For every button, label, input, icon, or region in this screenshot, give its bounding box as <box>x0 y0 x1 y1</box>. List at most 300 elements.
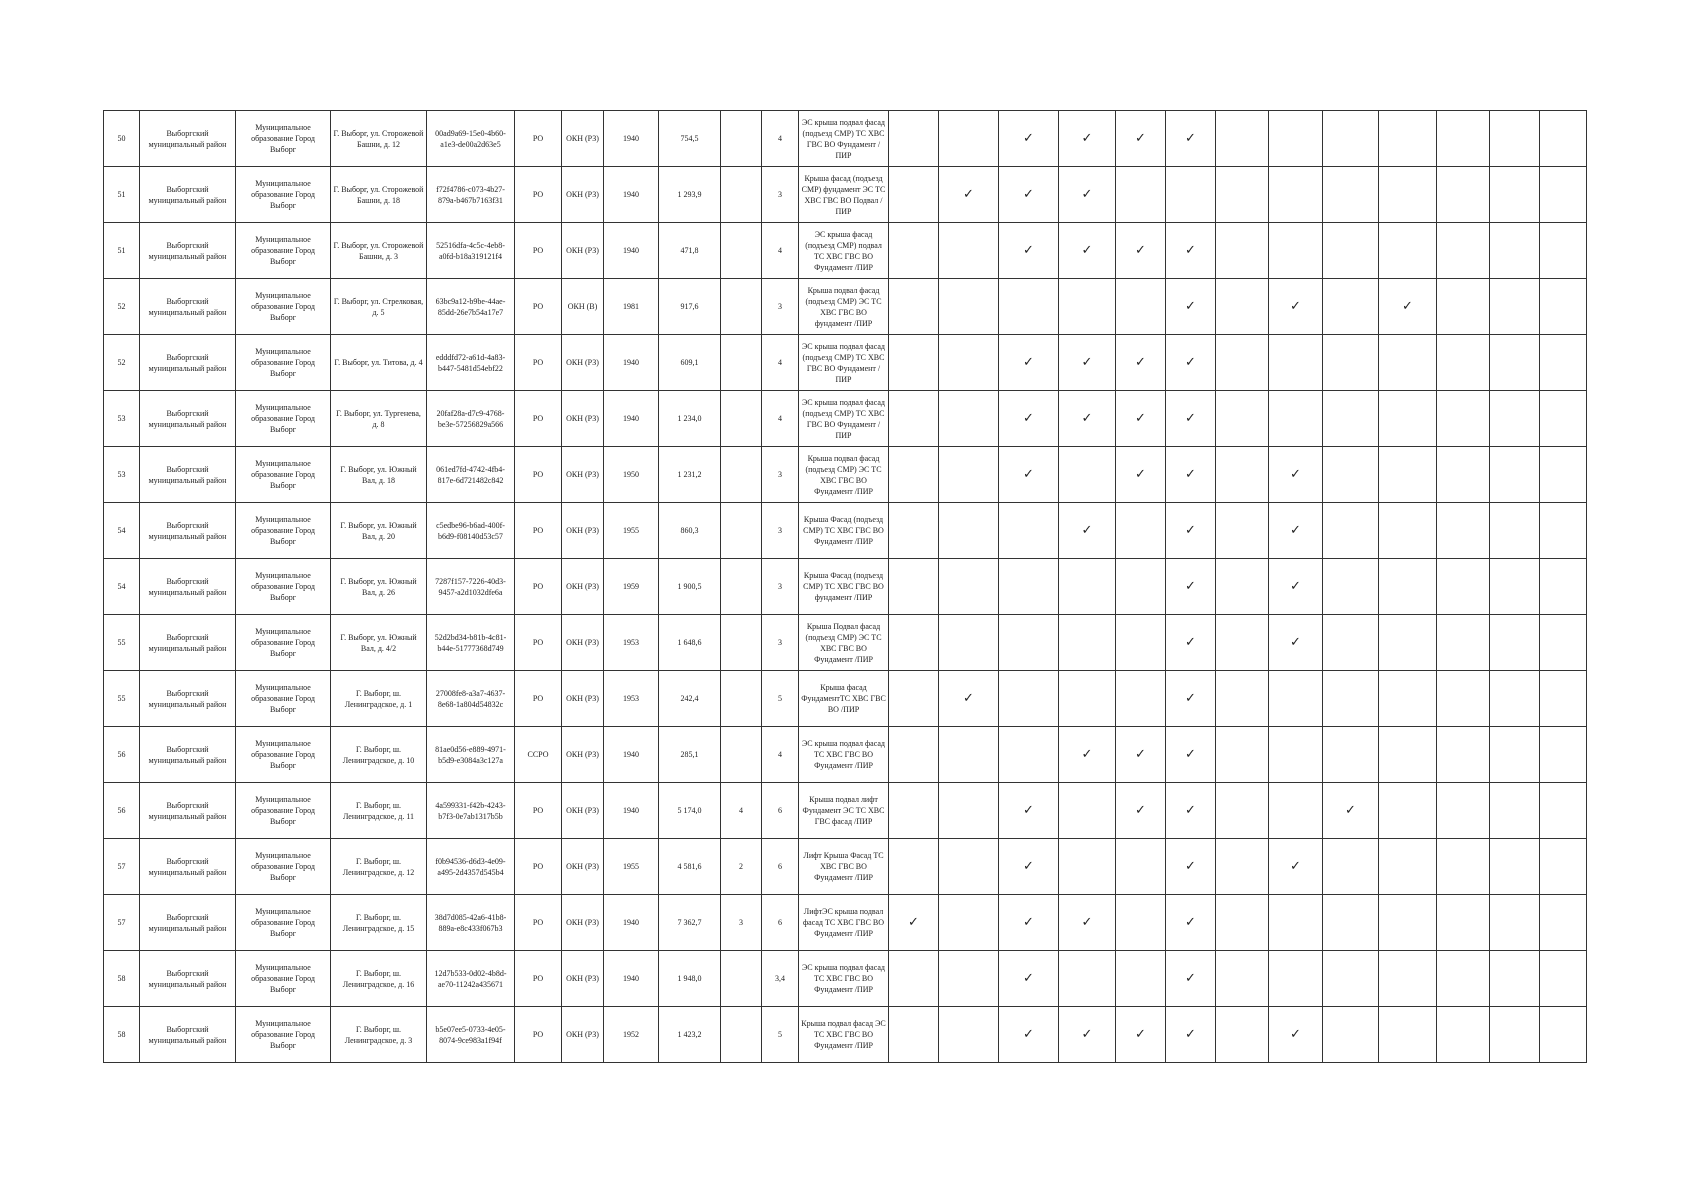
work-check-cell <box>1323 839 1379 895</box>
work-check-cell <box>1059 671 1116 727</box>
district-cell: Выборгский муниципальный район <box>140 895 236 951</box>
check-mark-icon: ✓ <box>1023 243 1034 258</box>
guid-cell: 81ae0d56-e889-4971-b5d9-e3084a3c127a <box>427 727 515 783</box>
work-check-cell <box>1437 895 1490 951</box>
address-cell: Г. Выборг, ул. Тургенева, д. 8 <box>331 391 427 447</box>
work-check-cell <box>889 1007 939 1063</box>
category-cell: 3 <box>762 279 799 335</box>
work-check-cell <box>1437 167 1490 223</box>
row-number: 53 <box>104 391 140 447</box>
work-check-cell <box>1437 839 1490 895</box>
table-row <box>104 727 1587 783</box>
work-check-cell <box>1216 391 1269 447</box>
municipality-cell: Муниципальное образование Город Выборг <box>236 839 331 895</box>
table-row <box>104 895 1587 951</box>
work-check-cell <box>1269 839 1323 895</box>
check-mark-icon: ✓ <box>1081 187 1093 202</box>
owner-type-cell: РО <box>515 895 562 951</box>
work-check-cell <box>1540 223 1587 279</box>
check-mark-icon: ✓ <box>1023 915 1034 930</box>
check-mark-icon: ✓ <box>1081 411 1093 426</box>
work-check-cell <box>1379 111 1437 167</box>
area-cell: 5 174,0 <box>659 783 721 839</box>
work-check-cell <box>1216 1007 1269 1063</box>
check-mark-icon: ✓ <box>1185 243 1196 258</box>
table-row <box>104 167 1587 223</box>
work-check-cell <box>939 1007 999 1063</box>
owner-type-cell: РО <box>515 503 562 559</box>
work-check-cell <box>889 783 939 839</box>
work-check-cell <box>1323 615 1379 671</box>
check-mark-icon: ✓ <box>1290 859 1301 874</box>
work-check-cell <box>1379 559 1437 615</box>
works-cell: Крыша подвал фасад (подъезд СМР) ЭС ТС ХВС ГВС ВО Фундамент /ПИР <box>799 447 889 503</box>
work-check-cell <box>1216 111 1269 167</box>
work-check-cell <box>1540 671 1587 727</box>
category-cell: 4 <box>762 391 799 447</box>
area-cell: 609,1 <box>659 335 721 391</box>
work-check-cell <box>1216 447 1269 503</box>
municipality-cell: Муниципальное образование Город Выборг <box>236 447 331 503</box>
work-check-cell <box>1216 951 1269 1007</box>
work-check-cell <box>1323 895 1379 951</box>
row-number: 57 <box>104 839 140 895</box>
row-number: 57 <box>104 895 140 951</box>
check-mark-icon: ✓ <box>1290 635 1301 650</box>
work-check-cell <box>939 111 999 167</box>
table-row <box>104 1007 1587 1063</box>
owner-type-cell: РО <box>515 615 562 671</box>
check-mark-icon: ✓ <box>1023 467 1034 482</box>
check-mark-icon: ✓ <box>1135 355 1146 370</box>
work-check-cell <box>1116 447 1166 503</box>
table-row <box>104 447 1587 503</box>
district-cell: Выборгский муниципальный район <box>140 167 236 223</box>
work-check-cell <box>1437 615 1490 671</box>
district-cell: Выборгский муниципальный район <box>140 783 236 839</box>
category-cell: 5 <box>762 671 799 727</box>
area-cell: 1 234,0 <box>659 391 721 447</box>
work-check-cell <box>1059 951 1116 1007</box>
work-check-cell <box>1216 671 1269 727</box>
table-row <box>104 951 1587 1007</box>
work-check-cell <box>1059 111 1116 167</box>
work-check-cell <box>889 447 939 503</box>
work-check-cell <box>1216 895 1269 951</box>
work-check-cell <box>1116 671 1166 727</box>
work-check-cell <box>1490 223 1540 279</box>
category-cell: 3 <box>762 503 799 559</box>
work-check-cell <box>1269 335 1323 391</box>
work-check-cell <box>1323 223 1379 279</box>
address-cell: Г. Выборг, ул. Стрелковая, д. 5 <box>331 279 427 335</box>
work-check-cell <box>1379 279 1437 335</box>
year-cell: 1955 <box>604 839 659 895</box>
work-check-cell <box>1490 1007 1540 1063</box>
district-cell: Выборгский муниципальный район <box>140 559 236 615</box>
table-row <box>104 839 1587 895</box>
status-cell: ОКН (РЗ) <box>562 895 604 951</box>
area-cell: 1 293,9 <box>659 167 721 223</box>
guid-cell: c5edbe96-b6ad-400f-b6d9-f08140d53c57 <box>427 503 515 559</box>
check-mark-icon: ✓ <box>1290 299 1301 314</box>
work-check-cell <box>1269 223 1323 279</box>
address-cell: Г. Выборг, ш. Ленинградское, д. 1 <box>331 671 427 727</box>
work-check-cell <box>1116 783 1166 839</box>
work-check-cell <box>999 447 1059 503</box>
year-cell: 1953 <box>604 615 659 671</box>
area-cell: 917,6 <box>659 279 721 335</box>
work-check-cell <box>889 503 939 559</box>
owner-type-cell: РО <box>515 167 562 223</box>
table-row <box>104 559 1587 615</box>
work-check-cell <box>1059 783 1116 839</box>
table-row <box>104 335 1587 391</box>
count-cell <box>721 671 762 727</box>
work-check-cell <box>1437 559 1490 615</box>
work-check-cell <box>1323 951 1379 1007</box>
work-check-cell <box>1437 111 1490 167</box>
count-cell <box>721 335 762 391</box>
check-mark-icon: ✓ <box>1135 747 1146 762</box>
work-check-cell <box>1166 559 1216 615</box>
works-cell: ЭС крыша подвал фасад (подъезд СМР) ТС ХВС ГВС ВО Фундамент /ПИР <box>799 335 889 391</box>
work-check-cell <box>1166 727 1216 783</box>
work-check-cell <box>999 727 1059 783</box>
work-check-cell <box>1379 839 1437 895</box>
work-check-cell <box>1116 559 1166 615</box>
check-mark-icon: ✓ <box>1290 523 1301 538</box>
district-cell: Выборгский муниципальный район <box>140 671 236 727</box>
owner-type-cell: РО <box>515 839 562 895</box>
works-cell: ЭС крыша подвал фасад ТС ХВС ГВС ВО Фундамент /ПИР <box>799 727 889 783</box>
category-cell: 5 <box>762 1007 799 1063</box>
category-cell: 4 <box>762 111 799 167</box>
count-cell <box>721 223 762 279</box>
work-check-cell <box>1540 839 1587 895</box>
work-check-cell <box>1116 167 1166 223</box>
work-check-cell <box>1490 615 1540 671</box>
work-check-cell <box>999 335 1059 391</box>
category-cell: 4 <box>762 335 799 391</box>
check-mark-icon: ✓ <box>1185 747 1196 762</box>
year-cell: 1959 <box>604 559 659 615</box>
work-check-cell <box>889 111 939 167</box>
work-check-cell <box>999 503 1059 559</box>
municipality-cell: Муниципальное образование Город Выборг <box>236 111 331 167</box>
work-check-cell <box>1490 335 1540 391</box>
work-check-cell <box>1116 391 1166 447</box>
district-cell: Выборгский муниципальный район <box>140 335 236 391</box>
address-cell: Г. Выборг, ш. Ленинградское, д. 15 <box>331 895 427 951</box>
district-cell: Выборгский муниципальный район <box>140 839 236 895</box>
work-check-cell <box>1166 895 1216 951</box>
work-check-cell <box>1437 783 1490 839</box>
work-check-cell <box>1379 615 1437 671</box>
work-check-cell <box>1540 1007 1587 1063</box>
area-cell: 1 648,6 <box>659 615 721 671</box>
table-row <box>104 223 1587 279</box>
work-check-cell <box>939 223 999 279</box>
work-check-cell <box>1379 167 1437 223</box>
status-cell: ОКН (РЗ) <box>562 615 604 671</box>
work-check-cell <box>939 671 999 727</box>
table-row <box>104 279 1587 335</box>
table-row <box>104 503 1587 559</box>
work-check-cell <box>1269 503 1323 559</box>
works-cell: ЭС крыша подвал фасад ТС ХВС ГВС ВО Фундамент /ПИР <box>799 951 889 1007</box>
municipality-cell: Муниципальное образование Город Выборг <box>236 615 331 671</box>
work-check-cell <box>939 559 999 615</box>
work-check-cell <box>1490 951 1540 1007</box>
status-cell: ОКН (РЗ) <box>562 111 604 167</box>
guid-cell: f72f4786-c073-4b27-879a-b467b7163f31 <box>427 167 515 223</box>
row-number: 54 <box>104 503 140 559</box>
work-check-cell <box>1166 223 1216 279</box>
address-cell: Г. Выборг, ул. Титова, д. 4 <box>331 335 427 391</box>
work-check-cell <box>1540 559 1587 615</box>
work-check-cell <box>939 727 999 783</box>
count-cell <box>721 503 762 559</box>
check-mark-icon: ✓ <box>1023 971 1034 986</box>
area-cell: 1 423,2 <box>659 1007 721 1063</box>
category-cell: 6 <box>762 783 799 839</box>
work-check-cell <box>1059 727 1116 783</box>
check-mark-icon: ✓ <box>1081 915 1093 930</box>
check-mark-icon: ✓ <box>1185 523 1196 538</box>
check-mark-icon: ✓ <box>1135 1027 1146 1042</box>
work-check-cell <box>1379 1007 1437 1063</box>
work-check-cell <box>1269 279 1323 335</box>
works-cell: Крыша Фасад (подъезд СМР) ТС ХВС ГВС ВО фундамент /ПИР <box>799 559 889 615</box>
work-check-cell <box>1216 727 1269 783</box>
work-check-cell <box>1379 391 1437 447</box>
address-cell: Г. Выборг, ш. Ленинградское, д. 16 <box>331 951 427 1007</box>
year-cell: 1940 <box>604 727 659 783</box>
works-cell: Крыша подвал фасад (подъезд СМР) ЭС ТС ХВС ГВС ВО фундамент /ПИР <box>799 279 889 335</box>
check-mark-icon: ✓ <box>1185 355 1196 370</box>
count-cell <box>721 447 762 503</box>
work-check-cell <box>1166 503 1216 559</box>
work-check-cell <box>1116 111 1166 167</box>
check-mark-icon: ✓ <box>963 187 974 202</box>
work-check-cell <box>1490 895 1540 951</box>
work-check-cell <box>1166 111 1216 167</box>
work-check-cell <box>1216 503 1269 559</box>
district-cell: Выборгский муниципальный район <box>140 1007 236 1063</box>
work-check-cell <box>1323 727 1379 783</box>
municipality-cell: Муниципальное образование Город Выборг <box>236 279 331 335</box>
status-cell: ОКН (РЗ) <box>562 391 604 447</box>
check-mark-icon: ✓ <box>1290 1027 1301 1042</box>
work-check-cell <box>1490 279 1540 335</box>
check-mark-icon: ✓ <box>1290 579 1301 594</box>
work-check-cell <box>1437 335 1490 391</box>
work-check-cell <box>1216 559 1269 615</box>
address-cell: Г. Выборг, ул. Южный Вал, д. 18 <box>331 447 427 503</box>
work-check-cell <box>1490 447 1540 503</box>
work-check-cell <box>1490 559 1540 615</box>
owner-type-cell: РО <box>515 335 562 391</box>
work-check-cell <box>1269 615 1323 671</box>
work-check-cell <box>1166 951 1216 1007</box>
check-mark-icon: ✓ <box>1081 131 1093 146</box>
work-check-cell <box>1059 559 1116 615</box>
municipality-cell: Муниципальное образование Город Выборг <box>236 1007 331 1063</box>
guid-cell: 12d7b533-0d02-4b8d-ae70-11242a435671 <box>427 951 515 1007</box>
work-check-cell <box>1059 503 1116 559</box>
check-mark-icon: ✓ <box>1402 299 1413 314</box>
work-check-cell <box>1437 391 1490 447</box>
count-cell <box>721 111 762 167</box>
work-check-cell <box>1166 1007 1216 1063</box>
work-check-cell <box>889 615 939 671</box>
works-cell: ЛифтЭС крыша подвал фасад ТС ХВС ГВС ВО Фундамент /ПИР <box>799 895 889 951</box>
row-number: 58 <box>104 1007 140 1063</box>
district-cell: Выборгский муниципальный район <box>140 615 236 671</box>
guid-cell: f0b94536-d6d3-4e09-a495-2d4357d545b4 <box>427 839 515 895</box>
work-check-cell <box>1379 783 1437 839</box>
check-mark-icon: ✓ <box>1185 299 1196 314</box>
owner-type-cell: РО <box>515 1007 562 1063</box>
work-check-cell <box>1116 279 1166 335</box>
guid-cell: 061ed7fd-4742-4fb4-817e-6d721482c842 <box>427 447 515 503</box>
status-cell: ОКН (В) <box>562 279 604 335</box>
work-check-cell <box>1059 391 1116 447</box>
address-cell: Г. Выборг, ш. Ленинградское, д. 3 <box>331 1007 427 1063</box>
work-check-cell <box>1059 223 1116 279</box>
work-check-cell <box>1269 167 1323 223</box>
work-check-cell <box>999 951 1059 1007</box>
check-mark-icon: ✓ <box>1185 635 1196 650</box>
work-check-cell <box>1490 111 1540 167</box>
guid-cell: edddfd72-a61d-4a83-b447-5481d54ebf22 <box>427 335 515 391</box>
count-cell: 4 <box>721 783 762 839</box>
work-check-cell <box>1490 839 1540 895</box>
row-number: 50 <box>104 111 140 167</box>
work-check-cell <box>1166 391 1216 447</box>
count-cell <box>721 391 762 447</box>
district-cell: Выборгский муниципальный район <box>140 951 236 1007</box>
check-mark-icon: ✓ <box>1023 411 1034 426</box>
work-check-cell <box>1116 503 1166 559</box>
work-check-cell <box>1323 671 1379 727</box>
work-check-cell <box>1116 951 1166 1007</box>
check-mark-icon: ✓ <box>1185 1027 1196 1042</box>
status-cell: ОКН (РЗ) <box>562 951 604 1007</box>
table-row <box>104 111 1587 167</box>
address-cell: Г. Выборг, ул. Сторожевой Башни, д. 12 <box>331 111 427 167</box>
row-number: 52 <box>104 335 140 391</box>
work-check-cell <box>1269 951 1323 1007</box>
work-check-cell <box>1059 335 1116 391</box>
work-check-cell <box>1437 223 1490 279</box>
count-cell <box>721 559 762 615</box>
category-cell: 6 <box>762 839 799 895</box>
year-cell: 1981 <box>604 279 659 335</box>
work-check-cell <box>889 279 939 335</box>
guid-cell: b5e07ee5-0733-4e05-8074-9ce983a1f94f <box>427 1007 515 1063</box>
count-cell <box>721 167 762 223</box>
work-check-cell <box>1059 1007 1116 1063</box>
year-cell: 1955 <box>604 503 659 559</box>
work-check-cell <box>1116 615 1166 671</box>
check-mark-icon: ✓ <box>1081 355 1093 370</box>
row-number: 55 <box>104 671 140 727</box>
row-number: 52 <box>104 279 140 335</box>
owner-type-cell: РО <box>515 951 562 1007</box>
count-cell <box>721 727 762 783</box>
work-check-cell <box>1323 783 1379 839</box>
works-cell: Крыша подвал лифт Фундамент ЭС ТС ХВС ГВС фасад /ПИР <box>799 783 889 839</box>
works-cell: Лифт Крыша Фасад ТС ХВС ГВС ВО Фундамент /ПИР <box>799 839 889 895</box>
address-cell: Г. Выборг, ш. Ленинградское, д. 12 <box>331 839 427 895</box>
work-check-cell <box>999 111 1059 167</box>
check-mark-icon: ✓ <box>1185 691 1196 706</box>
work-check-cell <box>939 447 999 503</box>
work-check-cell <box>1059 615 1116 671</box>
work-check-cell <box>1323 335 1379 391</box>
check-mark-icon: ✓ <box>1345 803 1356 818</box>
status-cell: ОКН (РЗ) <box>562 559 604 615</box>
guid-cell: 4a599331-f42b-4243-b7f3-0e7ab1317b5b <box>427 783 515 839</box>
owner-type-cell: РО <box>515 447 562 503</box>
work-check-cell <box>1116 839 1166 895</box>
check-mark-icon: ✓ <box>1081 1027 1093 1042</box>
area-cell: 1 948,0 <box>659 951 721 1007</box>
year-cell: 1950 <box>604 447 659 503</box>
work-check-cell <box>1166 615 1216 671</box>
owner-type-cell: РО <box>515 279 562 335</box>
work-check-cell <box>939 895 999 951</box>
area-cell: 754,5 <box>659 111 721 167</box>
work-check-cell <box>1323 1007 1379 1063</box>
municipality-cell: Муниципальное образование Город Выборг <box>236 503 331 559</box>
address-cell: Г. Выборг, ш. Ленинградское, д. 10 <box>331 727 427 783</box>
work-check-cell <box>1540 895 1587 951</box>
work-check-cell <box>889 895 939 951</box>
buildings-table <box>103 110 1587 1063</box>
work-check-cell <box>1490 783 1540 839</box>
check-mark-icon: ✓ <box>1185 411 1196 426</box>
category-cell: 4 <box>762 727 799 783</box>
row-number: 55 <box>104 615 140 671</box>
work-check-cell <box>1379 951 1437 1007</box>
area-cell: 1 231,2 <box>659 447 721 503</box>
district-cell: Выборгский муниципальный район <box>140 279 236 335</box>
table-row <box>104 671 1587 727</box>
work-check-cell <box>1269 111 1323 167</box>
work-check-cell <box>889 727 939 783</box>
work-check-cell <box>1059 279 1116 335</box>
work-check-cell <box>1059 895 1116 951</box>
check-mark-icon: ✓ <box>1135 411 1146 426</box>
check-mark-icon: ✓ <box>1023 187 1034 202</box>
year-cell: 1940 <box>604 335 659 391</box>
work-check-cell <box>999 671 1059 727</box>
work-check-cell <box>1379 671 1437 727</box>
municipality-cell: Муниципальное образование Город Выборг <box>236 391 331 447</box>
work-check-cell <box>939 391 999 447</box>
table-row <box>104 783 1587 839</box>
work-check-cell <box>1323 559 1379 615</box>
row-number: 54 <box>104 559 140 615</box>
work-check-cell <box>999 839 1059 895</box>
work-check-cell <box>1216 839 1269 895</box>
district-cell: Выборгский муниципальный район <box>140 223 236 279</box>
status-cell: ОКН (РЗ) <box>562 727 604 783</box>
work-check-cell <box>939 167 999 223</box>
